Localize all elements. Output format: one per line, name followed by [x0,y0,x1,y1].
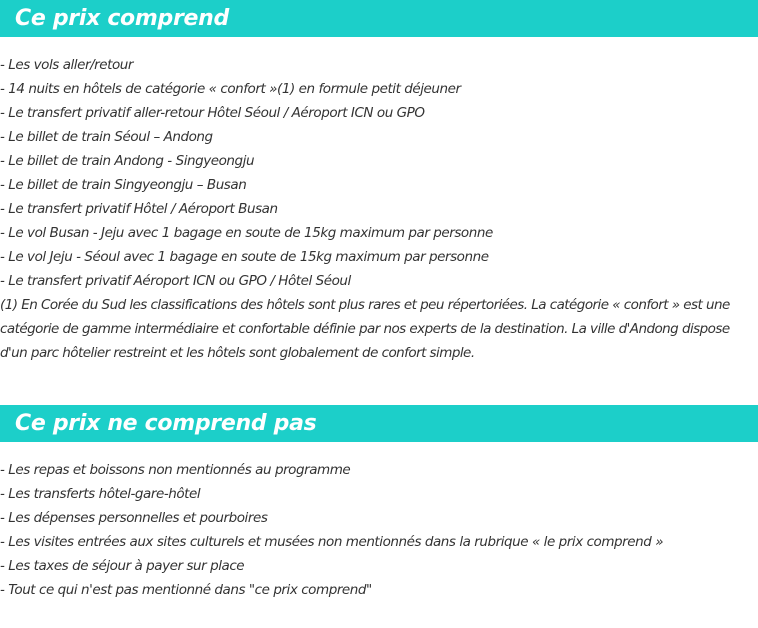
list-item: - Le transfert privatif aller-retour Hôtel Séoul / Aéroport ICN ou GPO [0,105,425,121]
included-content [0,37,758,365]
list-item: - Le billet de train Séoul – Andong [0,129,213,145]
excluded-title: Ce prix ne comprend pas [15,411,317,436]
hotel-category-footnote: (1) En Corée du Sud les classifications des hôtels sont plus rares et peu répertoriées. La catégorie « confort » est une catégorie de gamme intermédiaire et confortable définie par nos experts de la destination. La ville d'Andong dispose d'un parc hôtelier restreint et les hôtels sont globalement de confort simple. [0,297,730,361]
list-item: - Tout ce qui n'est pas mentionné dans "ce prix comprend" [0,582,372,598]
list-item: - Les taxes de séjour à payer sur place [0,558,245,574]
list-item: - Les dépenses personnelles et pourboires [0,510,268,526]
list-item: - Les repas et boissons non mentionnés au programme [0,462,351,478]
excluded-content [0,442,758,602]
list-item: - Le vol Busan - Jeju avec 1 bagage en soute de 15kg maximum par personne [0,225,493,241]
list-item: - Le billet de train Singyeongju – Busan [0,177,247,193]
excluded-section [0,405,758,602]
excluded-header [0,405,758,442]
included-header [0,0,758,37]
list-item: - Les visites entrées aux sites culturels et musées non mentionnés dans la rubrique « le prix comprend » [0,534,664,550]
excluded-list [0,458,758,602]
included-title: Ce prix comprend [15,6,229,31]
list-item: - Les vols aller/retour [0,57,133,73]
list-item: - Le transfert privatif Hôtel / Aéroport Busan [0,201,278,217]
included-list [0,53,758,293]
list-item: - Les transferts hôtel-gare-hôtel [0,486,201,502]
list-item: - 14 nuits en hôtels de catégorie « confort »(1) en formule petit déjeuner [0,81,461,97]
list-item: - Le vol Jeju - Séoul avec 1 bagage en soute de 15kg maximum par personne [0,249,489,265]
list-item: - Le billet de train Andong - Singyeongju [0,153,255,169]
list-item: - Le transfert privatif Aéroport ICN ou GPO / Hôtel Séoul [0,273,351,289]
